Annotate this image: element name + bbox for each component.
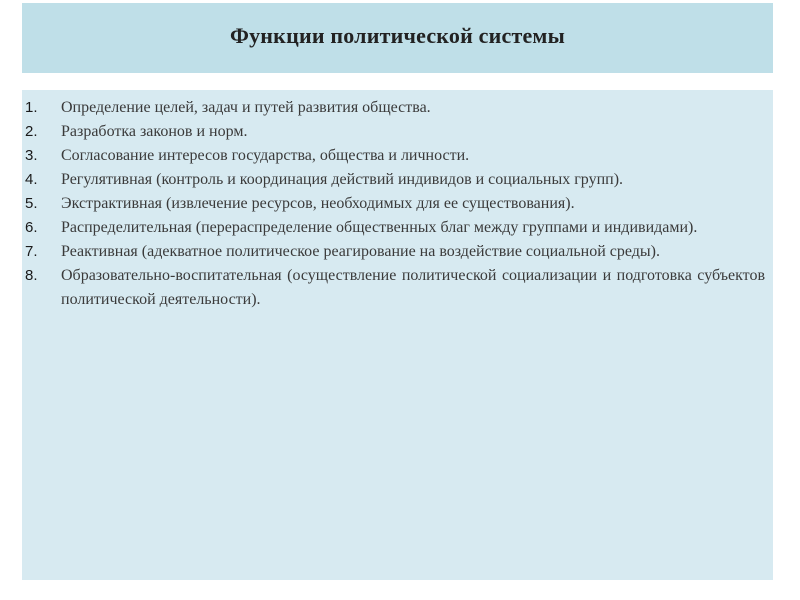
list-item-number: 1. <box>25 99 38 116</box>
list-item <box>22 216 773 240</box>
list-item-text: Разработка законов и норм. <box>61 123 248 140</box>
list-item-text: Реактивная (адекватное политическое реагирование на воздействие социальной среды). <box>61 243 661 260</box>
list-item <box>22 168 773 192</box>
list-item-number: 5. <box>25 195 38 212</box>
list-item <box>22 264 773 312</box>
list-item-number: 7. <box>25 243 38 260</box>
functions-list <box>22 96 773 312</box>
list-item-number: 8. <box>25 267 38 284</box>
list-item-number: 4. <box>25 171 38 188</box>
list-item-text: Образовательно-воспитательная (осуществление политической социализации и подготовка субъектов политической деятельности). <box>61 267 765 308</box>
title-banner <box>22 3 773 73</box>
list-item-text: Определение целей, задач и путей развития общества. <box>61 99 431 116</box>
list-item <box>22 96 773 120</box>
list-item-number: 6. <box>25 219 38 236</box>
list-item <box>22 144 773 168</box>
list-item-number: 3. <box>25 147 38 164</box>
list-item-text: Экстрактивная (извлечение ресурсов, необходимых для ее существования). <box>61 195 575 212</box>
list-item <box>22 240 773 264</box>
list-item <box>22 120 773 144</box>
list-item-text: Регулятивная (контроль и координация действий индивидов и социальных групп). <box>61 171 624 188</box>
list-item-text: Согласование интересов государства, общества и личности. <box>61 147 470 164</box>
list-item <box>22 192 773 216</box>
content-panel <box>22 90 773 580</box>
list-item-number: 2. <box>25 123 38 140</box>
list-item-text: Распределительная (перераспределение общественных благ между группами и индивидами). <box>61 219 698 236</box>
slide-title: Функции политической системы <box>230 23 565 48</box>
